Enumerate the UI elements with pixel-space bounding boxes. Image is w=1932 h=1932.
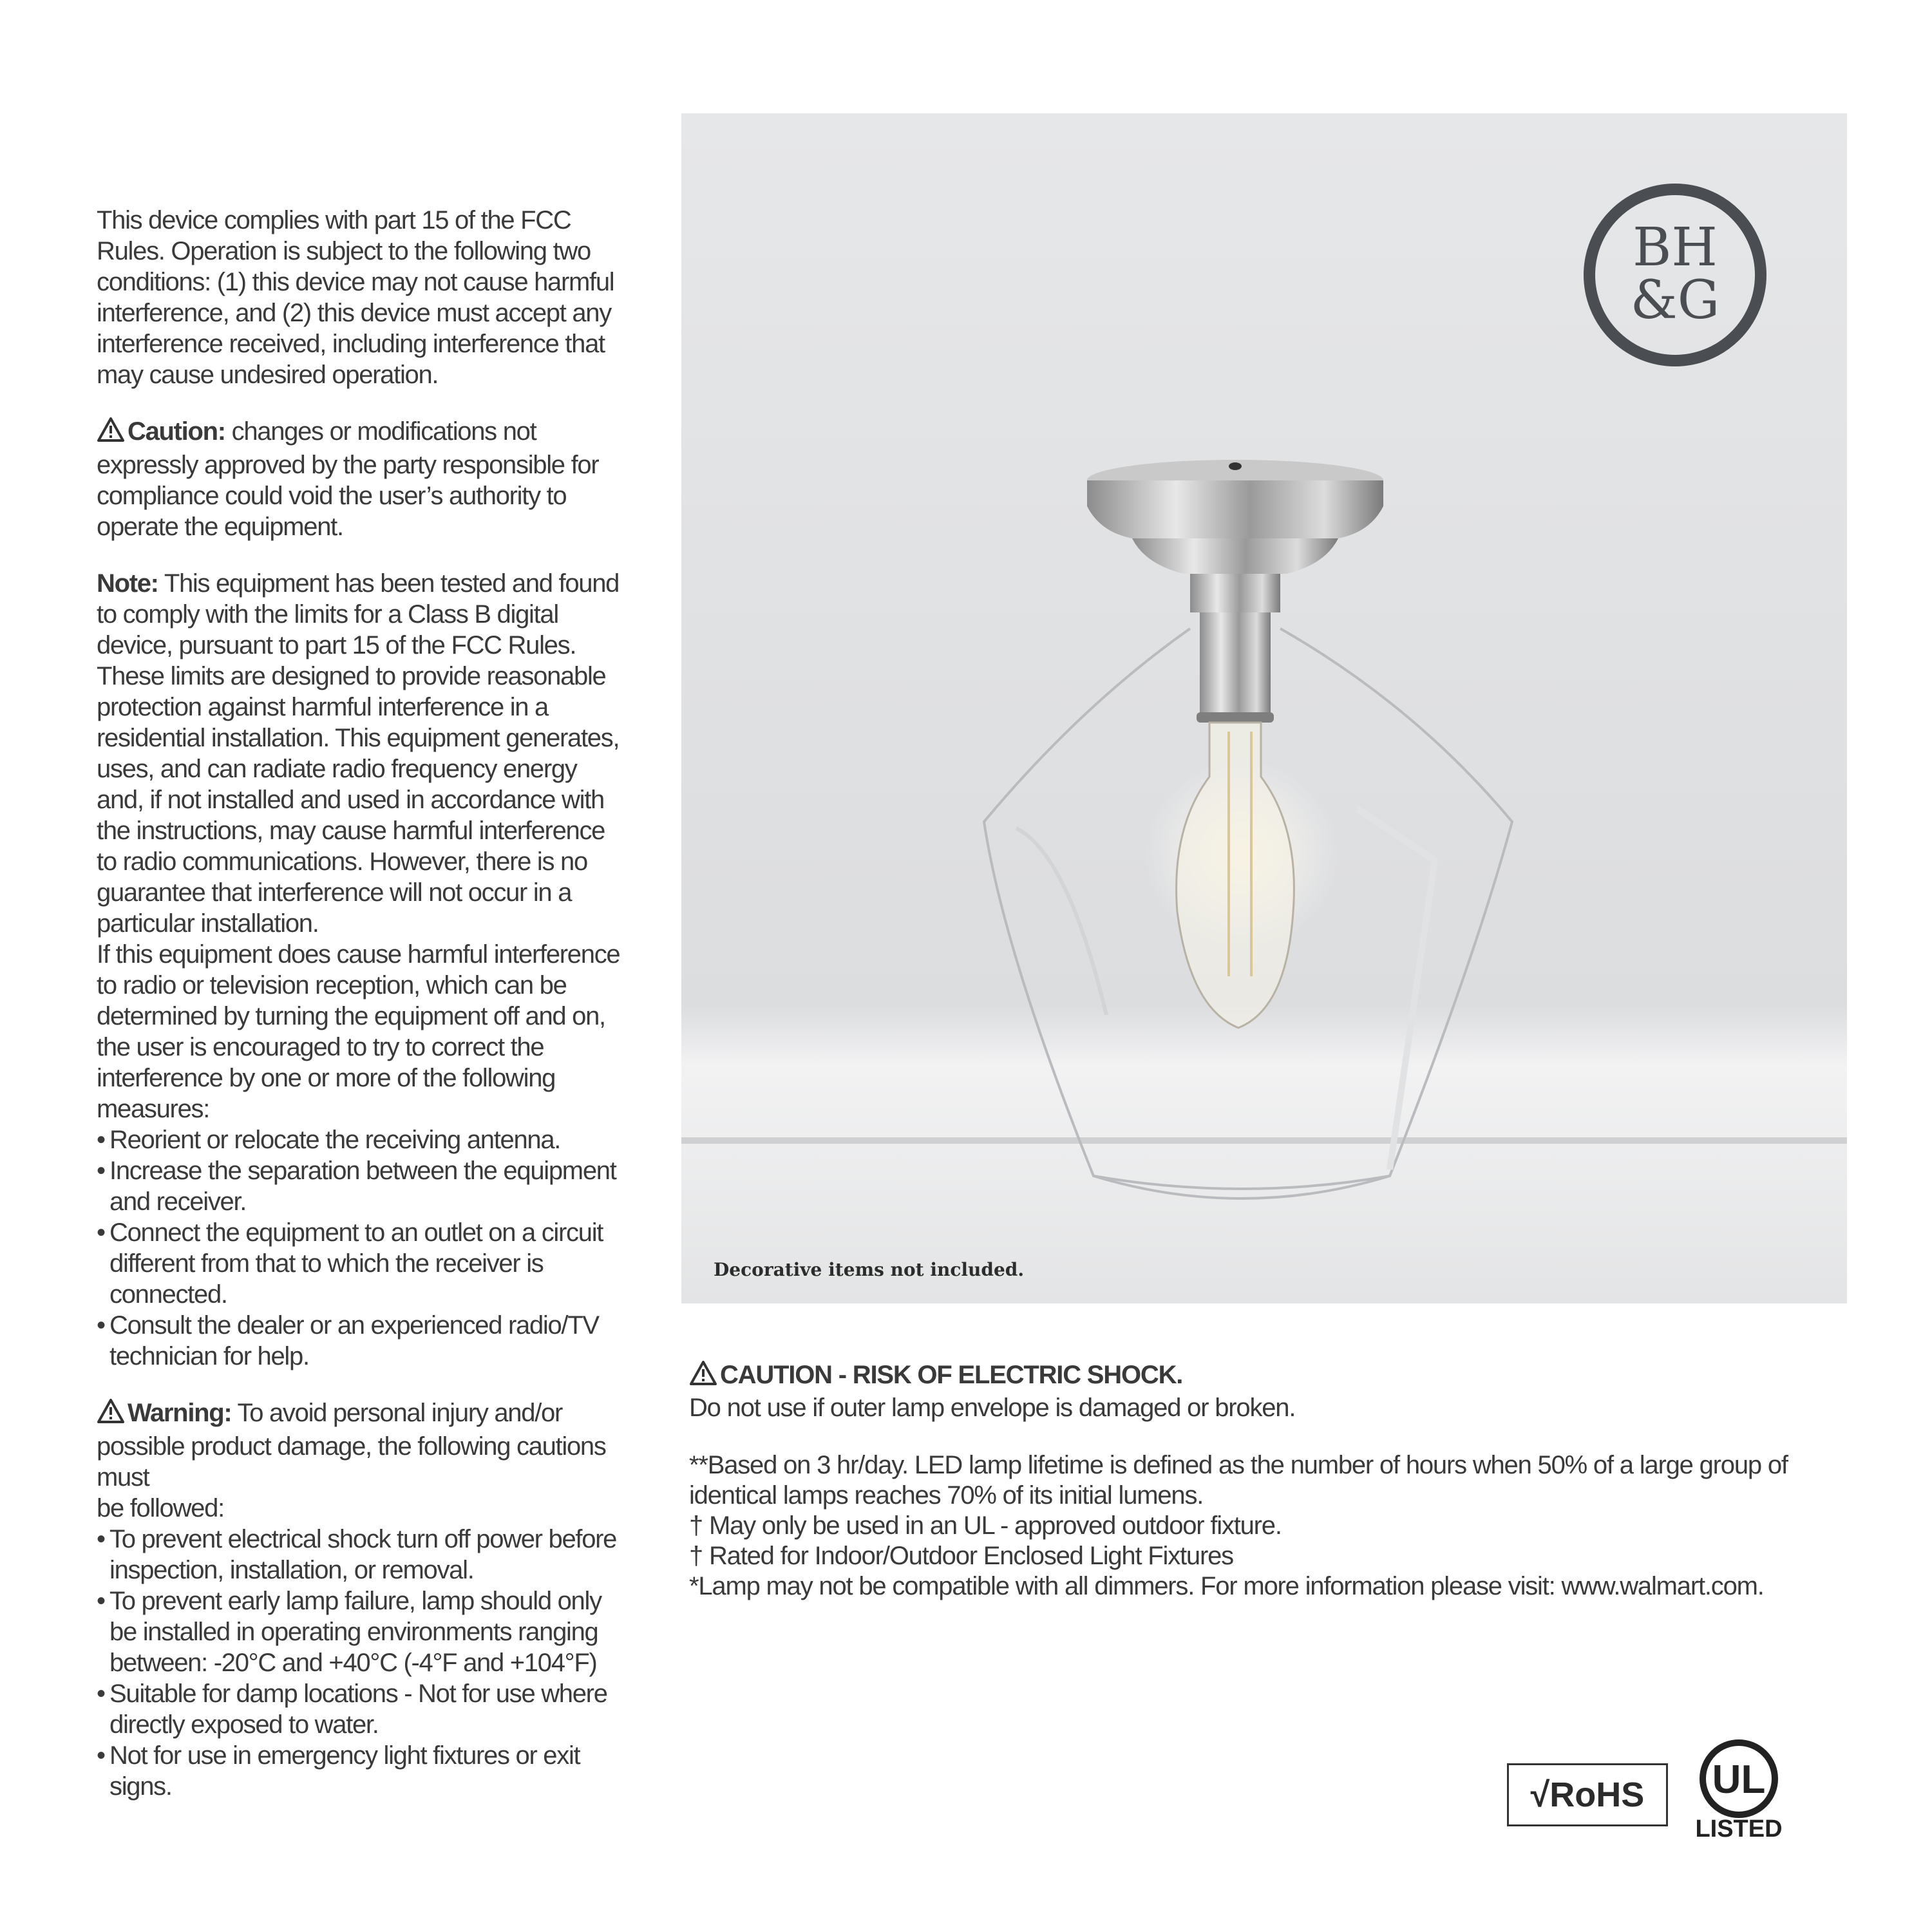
fcc-compliance-text: This device complies with part 15 of the FCC Rules. Operation is subject to the following two conditions: (1) this device may not cause harmful interference, and (2) this device must accept any interference received, including interference that may cause undesired operation. [97, 206, 614, 389]
list-item: • Consult the dealer or an experienced radio/TV technician for help. [97, 1310, 625, 1372]
rohs-badge: √RoHS [1507, 1763, 1668, 1826]
warning-paragraph [97, 1397, 625, 1493]
measures-list [97, 1124, 625, 1372]
warning-triangle-icon [97, 417, 125, 450]
caution-text: changes or modifications not expressly approved by the party responsible for compliance could void the user’s authority to operate the equipment. [97, 417, 599, 541]
list-item: • To prevent electrical shock turn off power before inspection, installation, or removal. [97, 1524, 625, 1586]
svg-text:BH: BH [1633, 217, 1718, 278]
ul-listed-mark [1694, 1739, 1784, 1842]
warning-label: Warning: [128, 1399, 232, 1427]
note-label: Note: [97, 569, 158, 598]
shock-heading-text: CAUTION - RISK OF ELECTRIC SHOCK. [720, 1361, 1183, 1389]
note-text-continued: If this equipment does cause harmful interference to radio or television reception, which can be determined by turning the equipment off and on, the user is encouraged to try to correct the interference by one or more of the following measures: [97, 940, 620, 1123]
photo-caption: Decorative items not included. [714, 1259, 1025, 1280]
warning-triangle-icon [689, 1360, 717, 1393]
product-photo [681, 113, 1847, 1303]
list-item: • Reorient or relocate the receiving antenna. [97, 1124, 625, 1155]
footnote-outdoor: † May only be used in an UL - approved outdoor fixture. [689, 1511, 1282, 1540]
list-item: • Connect the equipment to an outlet on a circuit different from that to which the receiver is connected. [97, 1217, 625, 1310]
ul-mark-text: UL [1712, 1757, 1766, 1802]
fcc-column [97, 205, 625, 1802]
list-item: • Suitable for damp locations - Not for use where directly exposed to water. [97, 1678, 625, 1740]
list-item: • Not for use in emergency light fixtures or exit signs. [97, 1740, 625, 1802]
shock-caution-block [689, 1360, 1816, 1602]
list-item: • To prevent early lamp failure, lamp should only be installed in operating environments ranging between: -20°C and +40°C (-4°F and +104°F) [97, 1586, 625, 1678]
warning-text: To avoid personal injury and/or possible product damage, the following cautions must [97, 1399, 606, 1492]
caution-paragraph [97, 416, 625, 542]
note-paragraph [97, 568, 625, 939]
bhg-logo [1582, 182, 1768, 368]
note-text: This equipment has been tested and found to comply with the limits for a Class B digital device, pursuant to part 15 of the FCC Rules. These limits are designed to provide reasonable protection against harmful interference in a residential installation. This equipment generates, uses, and can radiate radio frequency energy and, if not installed and used in accordance with the instructions, may cause harmful interference to radio communications. However, there is no guarantee that interference will not occur in a particular installation. [97, 569, 620, 938]
warning-triangle-icon [97, 1398, 125, 1431]
footnote-rated: † Rated for Indoor/Outdoor Enclosed Light Fixtures [689, 1542, 1233, 1570]
shock-text: Do not use if outer lamp envelope is damaged or broken. [689, 1394, 1296, 1422]
svg-text:&G: &G [1630, 270, 1720, 331]
warning-list [97, 1524, 625, 1802]
warning-text-continued: be followed: [97, 1494, 224, 1522]
shock-heading [689, 1360, 1816, 1393]
caution-label: Caution: [128, 417, 225, 446]
footnote-lifetime: **Based on 3 hr/day. LED lamp lifetime is defined as the number of hours when 50% of a large group of identical lamps reaches 70% of its initial lumens. [689, 1451, 1788, 1510]
ul-listed-text: LISTED [1695, 1815, 1783, 1842]
list-item: • Increase the separation between the equipment and receiver. [97, 1155, 625, 1217]
footnote-dimmers: *Lamp may not be compatible with all dimmers. For more information please visit: www.walmart.com. [689, 1572, 1764, 1600]
